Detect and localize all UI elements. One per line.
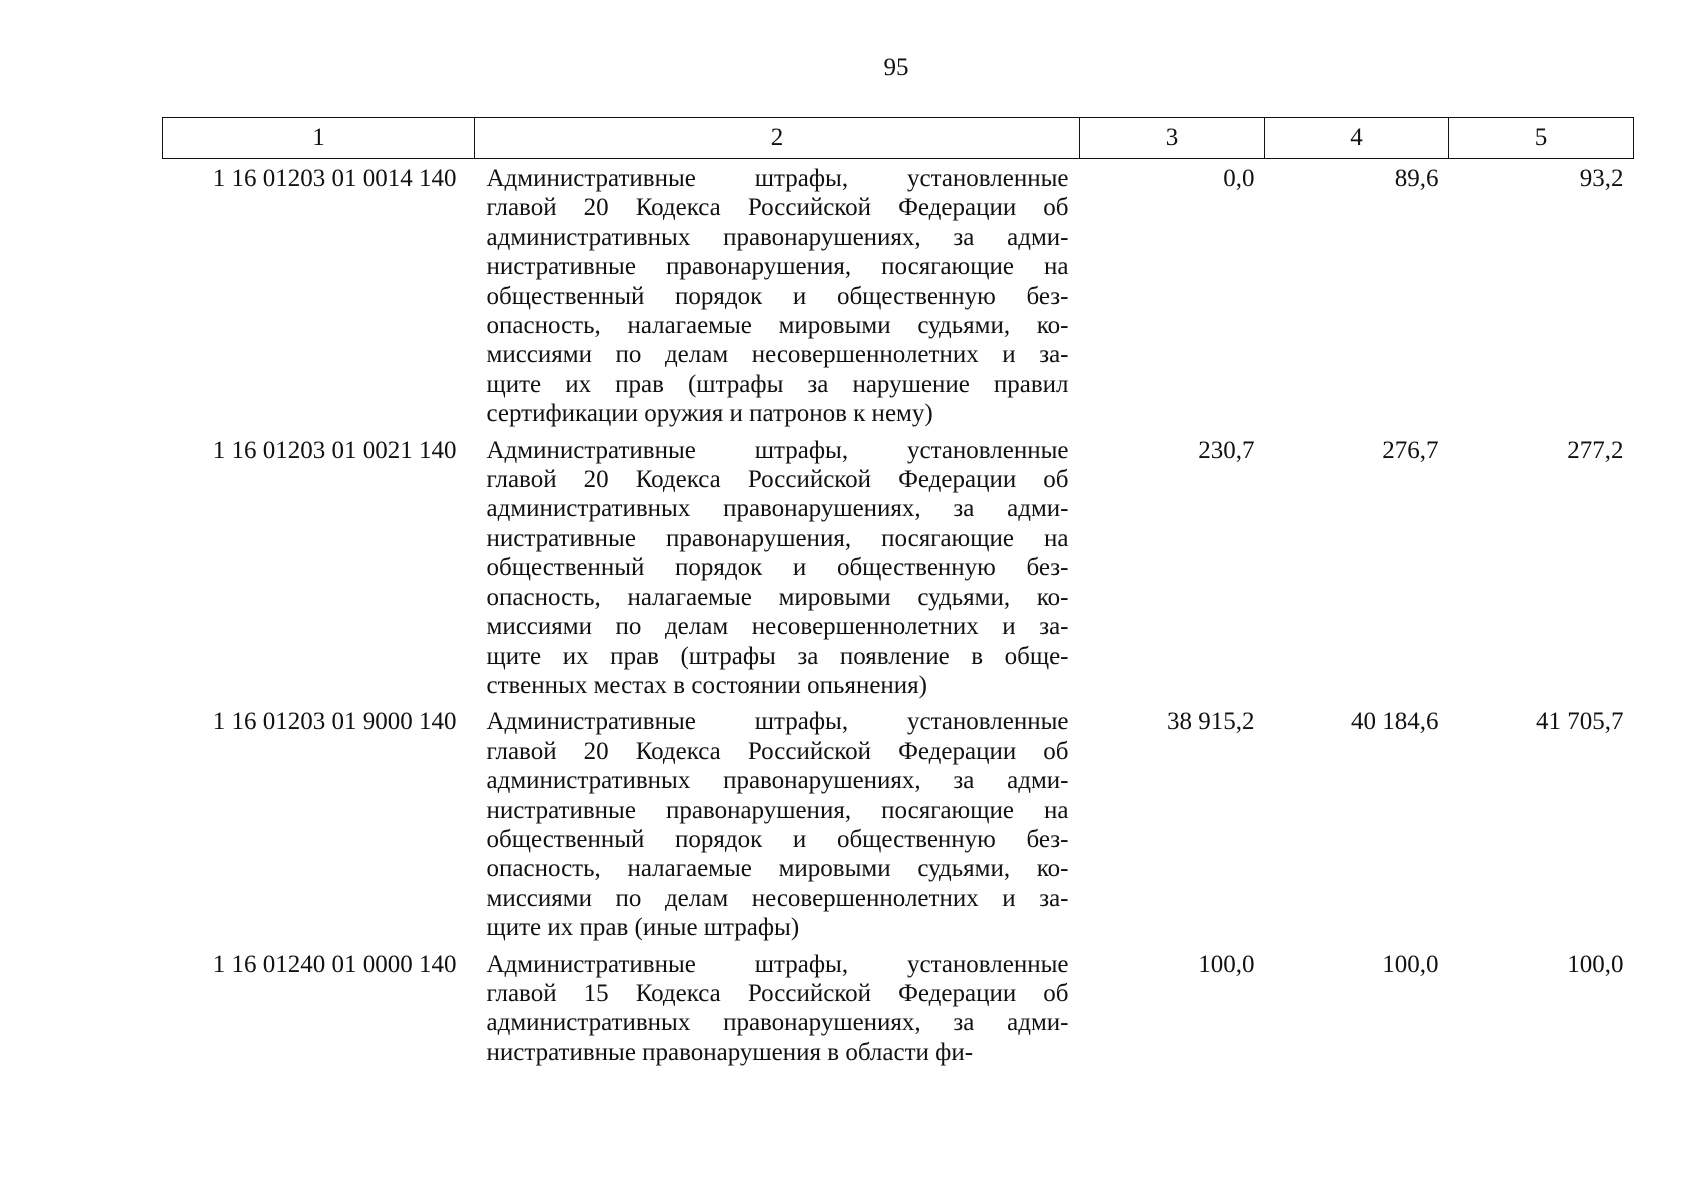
description-line: ственных местах в состоянии опьянения): [486, 671, 928, 699]
amount-3: 0,0: [1223, 165, 1255, 192]
table-row: [163, 436, 1634, 708]
income-description: [475, 707, 1080, 949]
table-row: [163, 159, 1634, 436]
amount-5: 93,2: [1579, 165, 1624, 192]
amount-4: 276,7: [1382, 436, 1439, 464]
description-line: главой 20 Кодекса Российской Федерации об: [486, 194, 1069, 222]
income-description: [475, 950, 1080, 1075]
amount-5: 277,2: [1567, 436, 1624, 464]
description-line: нистративные правонарушения в области фи-: [486, 1038, 974, 1066]
amount-5: 100,0: [1567, 950, 1624, 978]
header-col-2: 2: [475, 118, 1080, 159]
amount-3: 230,7: [1198, 436, 1255, 464]
description-line: общественный порядок и общественную без-: [486, 282, 1069, 310]
table-header: [163, 118, 1634, 159]
description-line: нистративные правонарушения, посягающие на: [486, 796, 1069, 824]
description-line: опасность, налагаемые мировыми судьями, ко-: [486, 583, 1069, 611]
header-row: [163, 118, 1634, 159]
description-line: административных правонарушениях, за адми-: [486, 767, 1069, 795]
description-line: административных правонарушениях, за адми-: [486, 495, 1069, 523]
description-line: общественный порядок и общественную без-: [486, 554, 1069, 582]
description-line: Административные штрафы, установленные: [486, 165, 1069, 192]
table-body: [163, 159, 1634, 1075]
description-line: Административные штрафы, установленные: [486, 950, 1069, 978]
description-line: нистративные правонарушения, посягающие на: [486, 253, 1069, 281]
description-line: сертификации оружия и патронов к нему): [486, 400, 933, 428]
description-line: главой 20 Кодекса Российской Федерации об: [486, 737, 1069, 765]
description-line: миссиями по делам несовершеннолетних и за-: [486, 884, 1069, 912]
budget-code: 1 16 01203 01 9000 140: [212, 708, 457, 736]
page-number: 95: [883, 54, 909, 81]
amount-3: 100,0: [1198, 950, 1255, 978]
header-col-3: 3: [1080, 118, 1265, 159]
amount-4: 40 184,6: [1351, 708, 1439, 736]
description-line: опасность, налагаемые мировыми судьями, ко-: [486, 855, 1069, 883]
table-row: [163, 950, 1634, 1075]
description-line: нистративные правонарушения, посягающие на: [486, 524, 1069, 552]
description-line: миссиями по делам несовершеннолетних и за-: [486, 341, 1069, 369]
description-line: главой 20 Кодекса Российской Федерации об: [486, 466, 1069, 494]
description-line: главой 15 Кодекса Российской Федерации об: [486, 979, 1069, 1007]
amount-4: 100,0: [1382, 950, 1439, 978]
description-line: общественный порядок и общественную без-: [486, 825, 1069, 853]
income-description: [475, 436, 1080, 708]
budget-code: 1 16 01203 01 0014 140: [212, 165, 457, 192]
description-line: щите их прав (штрафы за появление в обще-: [486, 642, 1069, 670]
description-line: Административные штрафы, установленные: [486, 436, 1069, 464]
description-line: миссиями по делам несовершеннолетних и за-: [486, 613, 1069, 641]
description-line: административных правонарушениях, за адми-: [486, 1009, 1069, 1037]
revenue-table: [162, 117, 1634, 1074]
header-col-4: 4: [1265, 118, 1449, 159]
header-col-5: 5: [1449, 118, 1634, 159]
description-line: щите их прав (штрафы за нарушение правил: [486, 370, 1069, 398]
table-row: [163, 707, 1634, 949]
income-description: [475, 159, 1080, 436]
budget-code: 1 16 01203 01 0021 140: [212, 436, 457, 464]
header-col-1: 1: [163, 118, 475, 159]
description-line: административных правонарушениях, за адми-: [486, 223, 1069, 251]
amount-4: 89,6: [1394, 165, 1439, 192]
budget-code: 1 16 01240 01 0000 140: [212, 950, 457, 978]
description-line: Административные штрафы, установленные: [486, 708, 1069, 736]
amount-3: 38 915,2: [1167, 708, 1255, 736]
amount-5: 41 705,7: [1536, 708, 1624, 736]
description-line: щите их прав (иные штрафы): [486, 914, 800, 942]
revenue-table-container: [162, 117, 1633, 1074]
description-line: опасность, налагаемые мировыми судьями, ко-: [486, 312, 1069, 340]
